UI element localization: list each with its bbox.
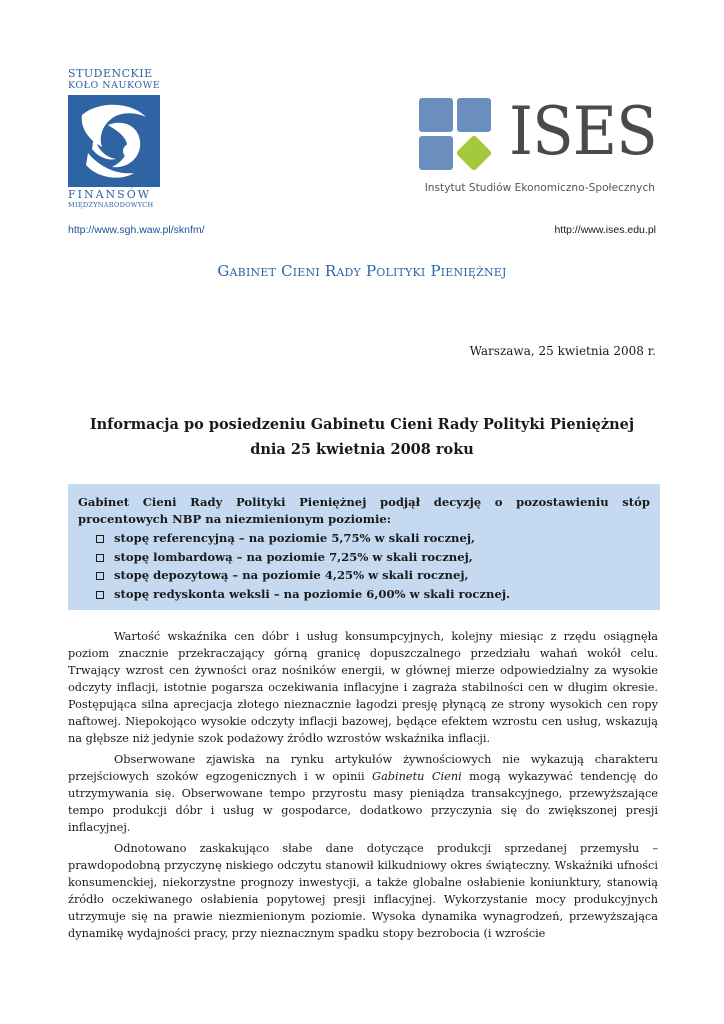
- decision-box: [68, 484, 660, 610]
- decision-intro: Gabinet Cieni Rady Polityki Pieniężnej podjął decyzję o pozostawieniu stóp procentowych NBP na niezmienionym poziomie:: [78, 495, 650, 526]
- paragraph-2-emphasis: Gabinetu Cieni: [372, 770, 462, 783]
- paragraph-3: Odnotowano zaskakująco słabe dane dotyczące produkcji sprzedanej przemysłu – prawdopodobną przyczynę niskiego odczytu stanowił kilkudniowy okres świąteczny. Wskaźniki ufności konsumenckiej, niekorzystne prognozy inwestycji, a także globalne osłabienie koniunktury, stanowią źródło oczekiwanego osłabienia popytowej presji inflacyjnej. Wykorzystanie mocy produkcyjnych utrzymuje się na prawie niezmienionym poziomie. Wysoka dynamika wynagrodzeń, przewyższająca dynamikę wydajności pracy, przy nieznacznym spadku stopy bezrobocia (i wzroście: [68, 842, 658, 940]
- paragraph-2-start: Obserwowane zjawiska na rynku artykułów żywnościowych nie wykazują charakteru przejściowych szoków egzogenicznych i w opinii: [68, 753, 658, 783]
- body-text: [68, 628, 658, 946]
- skn-logo-line-4: MIĘDZYNARODOWYCH: [68, 201, 154, 209]
- skn-logo-line-3: FINANSÓW: [68, 188, 152, 201]
- paragraph-2: [68, 751, 658, 836]
- ises-logo: [417, 93, 677, 206]
- rate-item-text: stopę referencyjną – na poziomie 5,75% w skali rocznej,: [114, 531, 476, 545]
- paragraph-1: Wartość wskaźnika cen dóbr i usług konsumpcyjnych, kolejny miesiąc z rzędu osiągnęła poziom znacznie przekraczający górną granicę dopuszczalnego przedziału wahań wokół celu. Trwający wzrost cen żywności oraz nośników energii, w głównej mierze odpowiedzialny za wysokie odczyty inflacji, istotnie pogarsza oczekiwania inflacyjne i zagraża stabilności cen w długim okresie. Postępująca silna aprecjacja złotego nieznacznie łagodzi presję płynącą ze strony wysokich cen ropy naftowej. Niepokojąco wysokie odczyty inflacji bazowej, będące efektem wzrostu cen usług, wskazują na głębsze niż jedynie szok podażowy źródło wzrostów wskaźnika inflacji.: [68, 630, 658, 745]
- rate-item-text: stopę redyskonta weksli – na poziomie 6,00% w skali rocznej.: [114, 586, 511, 601]
- section-heading: Gabinet Cieni Rady Polityki Pieniężnej: [217, 262, 507, 280]
- rate-item-text: stopę depozytową – na poziomie 4,25% w skali rocznej,: [114, 568, 469, 582]
- skn-logo-line-1: STUDENCKIE: [68, 67, 153, 80]
- skn-emblem-icon: [68, 95, 160, 187]
- rate-item-text: stopę lombardową – na poziomie 7,25% w skali rocznej,: [114, 549, 473, 564]
- title-line-1: Informacja po posiedzeniu Gabinetu Cieni Rady Polityki Pieniężnej: [89, 416, 635, 433]
- checkbox-bullet-icon: [96, 554, 104, 562]
- ises-squares-icon: [417, 96, 495, 174]
- skn-fm-logo: [68, 68, 164, 209]
- rates-list: [78, 529, 650, 603]
- skn-logo-line-2: KOŁO NAUKOWE: [68, 80, 161, 91]
- list-item: [96, 529, 650, 548]
- list-item: [96, 548, 650, 567]
- paragraph-2-end: mogą wykazywać tendencję do utrzymywania się. Obserwowane tempo przyrostu masy pieniądza transakcyjnego, przewyższające tempo produkcji dóbr i usług w gospodarce, dodatkowo przyczynia się do zwiększonej presji inflacyjnej.: [68, 770, 658, 834]
- ises-subtitle: Instytut Studiów Ekonomiczno-Społecznych: [424, 182, 655, 194]
- checkbox-bullet-icon: [96, 591, 104, 599]
- date-line: Warszawa, 25 kwietnia 2008 r.: [469, 344, 656, 358]
- skn-url-link[interactable]: http://www.sgh.waw.pl/sknfm/: [68, 224, 205, 236]
- title-line-2: dnia 25 kwietnia 2008 roku: [250, 441, 474, 458]
- ises-url-link[interactable]: http://www.ises.edu.pl: [554, 224, 656, 236]
- list-item: [96, 566, 650, 585]
- ises-wordmark: ISES: [509, 93, 657, 170]
- list-item: [96, 585, 650, 604]
- checkbox-bullet-icon: [96, 535, 104, 543]
- document-title: [0, 412, 724, 462]
- checkbox-bullet-icon: [96, 572, 104, 580]
